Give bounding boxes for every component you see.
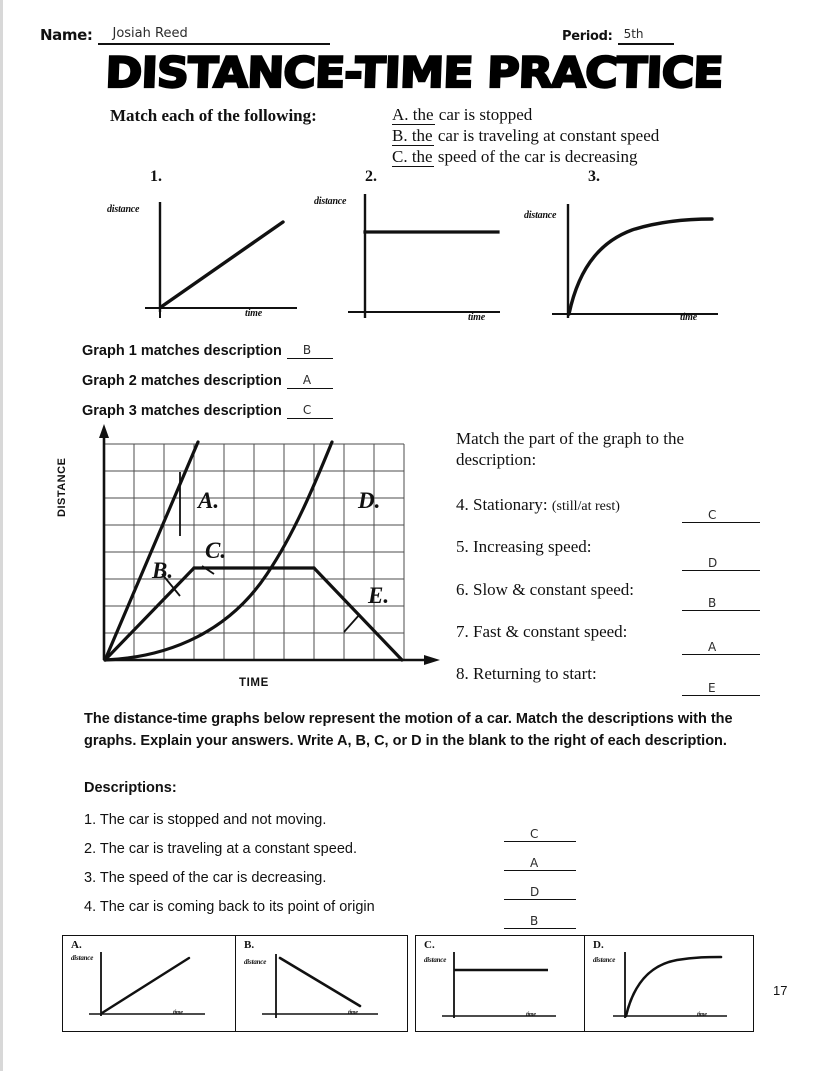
question-6-blank[interactable] — [682, 595, 760, 611]
choice-a-text: car is stopped — [434, 105, 533, 124]
bottom-graph-b-y-label: distance — [244, 958, 267, 966]
period-input-blank[interactable] — [618, 26, 674, 45]
choice-item-a — [392, 104, 659, 125]
bottom-graph-a-plot — [63, 936, 235, 1031]
name-label: Name: — [40, 26, 93, 44]
graph-number-2: 2. — [365, 168, 377, 185]
curve-label-d: D. — [358, 488, 381, 513]
description-2-blank[interactable] — [504, 855, 576, 871]
description-3-value: D — [530, 885, 540, 899]
curve-e-path — [314, 568, 402, 660]
question-4-value: C — [708, 508, 717, 522]
bottom-graph-b — [235, 936, 406, 1031]
question-row-4 — [456, 495, 756, 522]
bottom-graph-c — [416, 936, 584, 1031]
bottom-graph-a — [63, 936, 235, 1031]
big-graph-plot — [62, 424, 442, 679]
curve-label-a: A. — [198, 488, 220, 513]
question-4-text: Stationary: — [473, 495, 548, 514]
mini-graph-2 — [310, 192, 510, 328]
mini-2-plot — [310, 192, 510, 328]
bottom-graph-c-y-label: distance — [424, 956, 447, 964]
mini-1-plot — [105, 196, 305, 328]
question-5-value: D — [708, 556, 718, 570]
mini-graph-3 — [520, 196, 730, 330]
curve-label-b: B. — [152, 558, 174, 583]
graph-match-blank-1[interactable] — [287, 342, 333, 359]
bottom-graph-b-x-label: time — [348, 1010, 358, 1016]
question-row-5 — [456, 537, 756, 570]
bottom-graph-a-label: A. — [71, 939, 82, 951]
question-4-blank[interactable] — [682, 507, 760, 523]
period-field-group — [562, 26, 674, 45]
bottom-graph-a-y-label: distance — [71, 954, 94, 962]
graph-match-label-3: Graph 3 matches description — [82, 403, 282, 419]
graph-match-blank-2[interactable] — [287, 372, 333, 389]
mini-2-y-label: distance — [314, 196, 347, 207]
graph-match-label-1: Graph 1 matches description — [82, 343, 282, 359]
question-6-text: Slow & constant speed: — [473, 580, 635, 599]
description-4-value: B — [530, 914, 539, 928]
question-row-6 — [456, 580, 756, 610]
scan-edge-artifact — [0, 0, 3, 1071]
question-7-value: A — [708, 640, 717, 654]
description-row-1 — [84, 812, 539, 841]
graph-gridlines — [104, 444, 404, 660]
bottom-graph-d-plot — [585, 936, 752, 1031]
match-prompt: Match each of the following: — [110, 106, 317, 125]
name-field-group — [40, 24, 330, 45]
question-row-7 — [456, 622, 756, 654]
graph-match-value-1: B — [302, 343, 312, 357]
section-three-instructions: The distance-time graphs below represent the motion of a car. Match the descriptions with the graphs. Explain your answers. Write A, B, C, or D in the blank to the right of each description. — [84, 711, 733, 749]
question-7-number: 7. — [456, 622, 469, 641]
section-two-prompt-line1: Match the part of the graph to the — [456, 429, 685, 448]
big-graph — [62, 424, 442, 684]
bottom-graph-c-plot — [416, 936, 584, 1031]
question-8-text: Returning to start: — [473, 664, 597, 683]
graph-number-1: 1. — [150, 168, 162, 185]
question-6-value: B — [708, 596, 717, 610]
mini-3-x-label: time — [680, 312, 697, 323]
bottom-graph-b-plot — [236, 936, 406, 1031]
descriptions-heading: Descriptions: — [84, 780, 177, 796]
question-7-text: Fast & constant speed: — [473, 622, 628, 641]
graph-match-value-2: A — [302, 373, 312, 387]
graph-match-label-2: Graph 2 matches description — [82, 373, 282, 389]
curve-label-e: E. — [368, 583, 390, 608]
mini-graph-1 — [105, 196, 305, 328]
choice-item-c — [392, 146, 659, 167]
question-row-8 — [456, 664, 756, 695]
choice-c-tag: C. the — [392, 147, 433, 166]
section-two-prompt — [456, 428, 756, 470]
bottom-graph-d — [584, 936, 752, 1031]
question-8-value: E — [708, 681, 716, 695]
description-row-2 — [84, 841, 539, 870]
section-two-prompt-line2: description: — [456, 450, 537, 469]
question-4-number: 4. — [456, 495, 469, 514]
curve-label-c: C. — [205, 538, 227, 563]
choice-c-text: speed of the car is decreasing — [433, 147, 638, 166]
description-3-blank[interactable] — [504, 884, 576, 900]
description-1-blank[interactable] — [504, 826, 576, 842]
mini-1-y-label: distance — [107, 204, 140, 215]
bottom-graph-c-label: C. — [424, 939, 435, 951]
question-7-blank[interactable] — [682, 639, 760, 655]
graph-match-value-3: C — [302, 403, 312, 417]
description-2-text: 2. The car is traveling at a constant speed. — [84, 841, 357, 857]
description-4-blank[interactable] — [504, 913, 576, 929]
description-4-text: 4. The car is coming back to its point of origin — [84, 899, 375, 915]
question-5-number: 5. — [456, 537, 469, 556]
bottom-box-group-cd — [415, 935, 754, 1032]
question-8-blank[interactable] — [682, 680, 760, 696]
description-row-4 — [84, 899, 539, 928]
description-2-value: A — [530, 856, 539, 870]
choice-b-tag: B. the — [392, 126, 433, 145]
bottom-graph-a-x-label: time — [173, 1010, 183, 1016]
mini-1-x-label: time — [245, 308, 262, 319]
description-1-text: 1. The car is stopped and not moving. — [84, 812, 327, 828]
graph-match-row-3 — [82, 402, 333, 419]
big-graph-x-label: TIME — [239, 677, 269, 689]
bottom-graph-d-label: D. — [593, 939, 604, 951]
graph-match-row-2 — [82, 372, 333, 389]
choice-b-text: car is traveling at constant speed — [433, 126, 660, 145]
period-label: Period: — [562, 29, 613, 44]
choice-a-tag: A. the — [392, 105, 434, 124]
bottom-graph-d-x-label: time — [697, 1012, 707, 1018]
page-title: DISTANCE-TIME PRACTICE — [104, 48, 724, 97]
big-graph-y-label: DISTANCE — [56, 457, 68, 517]
question-5-blank[interactable] — [682, 555, 760, 571]
description-3-text: 3. The speed of the car is decreasing. — [84, 870, 327, 886]
name-value: Josiah Reed — [112, 26, 188, 41]
graph-axes — [99, 424, 440, 665]
question-6-number: 6. — [456, 580, 469, 599]
curve-b-path — [105, 568, 194, 660]
question-4-note: (still/at rest) — [551, 499, 620, 514]
choice-list — [392, 104, 659, 167]
graph-number-3: 3. — [588, 168, 600, 185]
bottom-graph-b-label: B. — [244, 939, 255, 951]
page-number: 17 — [773, 983, 788, 998]
bottom-graph-c-x-label: time — [526, 1012, 536, 1018]
description-row-3 — [84, 870, 540, 899]
curve-a-path — [105, 442, 198, 660]
mini-3-y-label: distance — [524, 210, 557, 221]
choice-item-b — [392, 125, 659, 146]
name-input-blank[interactable] — [98, 24, 330, 45]
graph-match-row-1 — [82, 342, 333, 359]
graph-match-blank-3[interactable] — [287, 402, 333, 419]
question-8-number: 8. — [456, 664, 469, 683]
bottom-graph-d-y-label: distance — [593, 956, 616, 964]
period-value: 5th — [623, 27, 644, 41]
question-5-text: Increasing speed: — [473, 537, 592, 556]
bottom-box-group-ab — [62, 935, 408, 1032]
description-1-value: C — [530, 827, 539, 841]
mini-2-x-label: time — [468, 312, 485, 323]
